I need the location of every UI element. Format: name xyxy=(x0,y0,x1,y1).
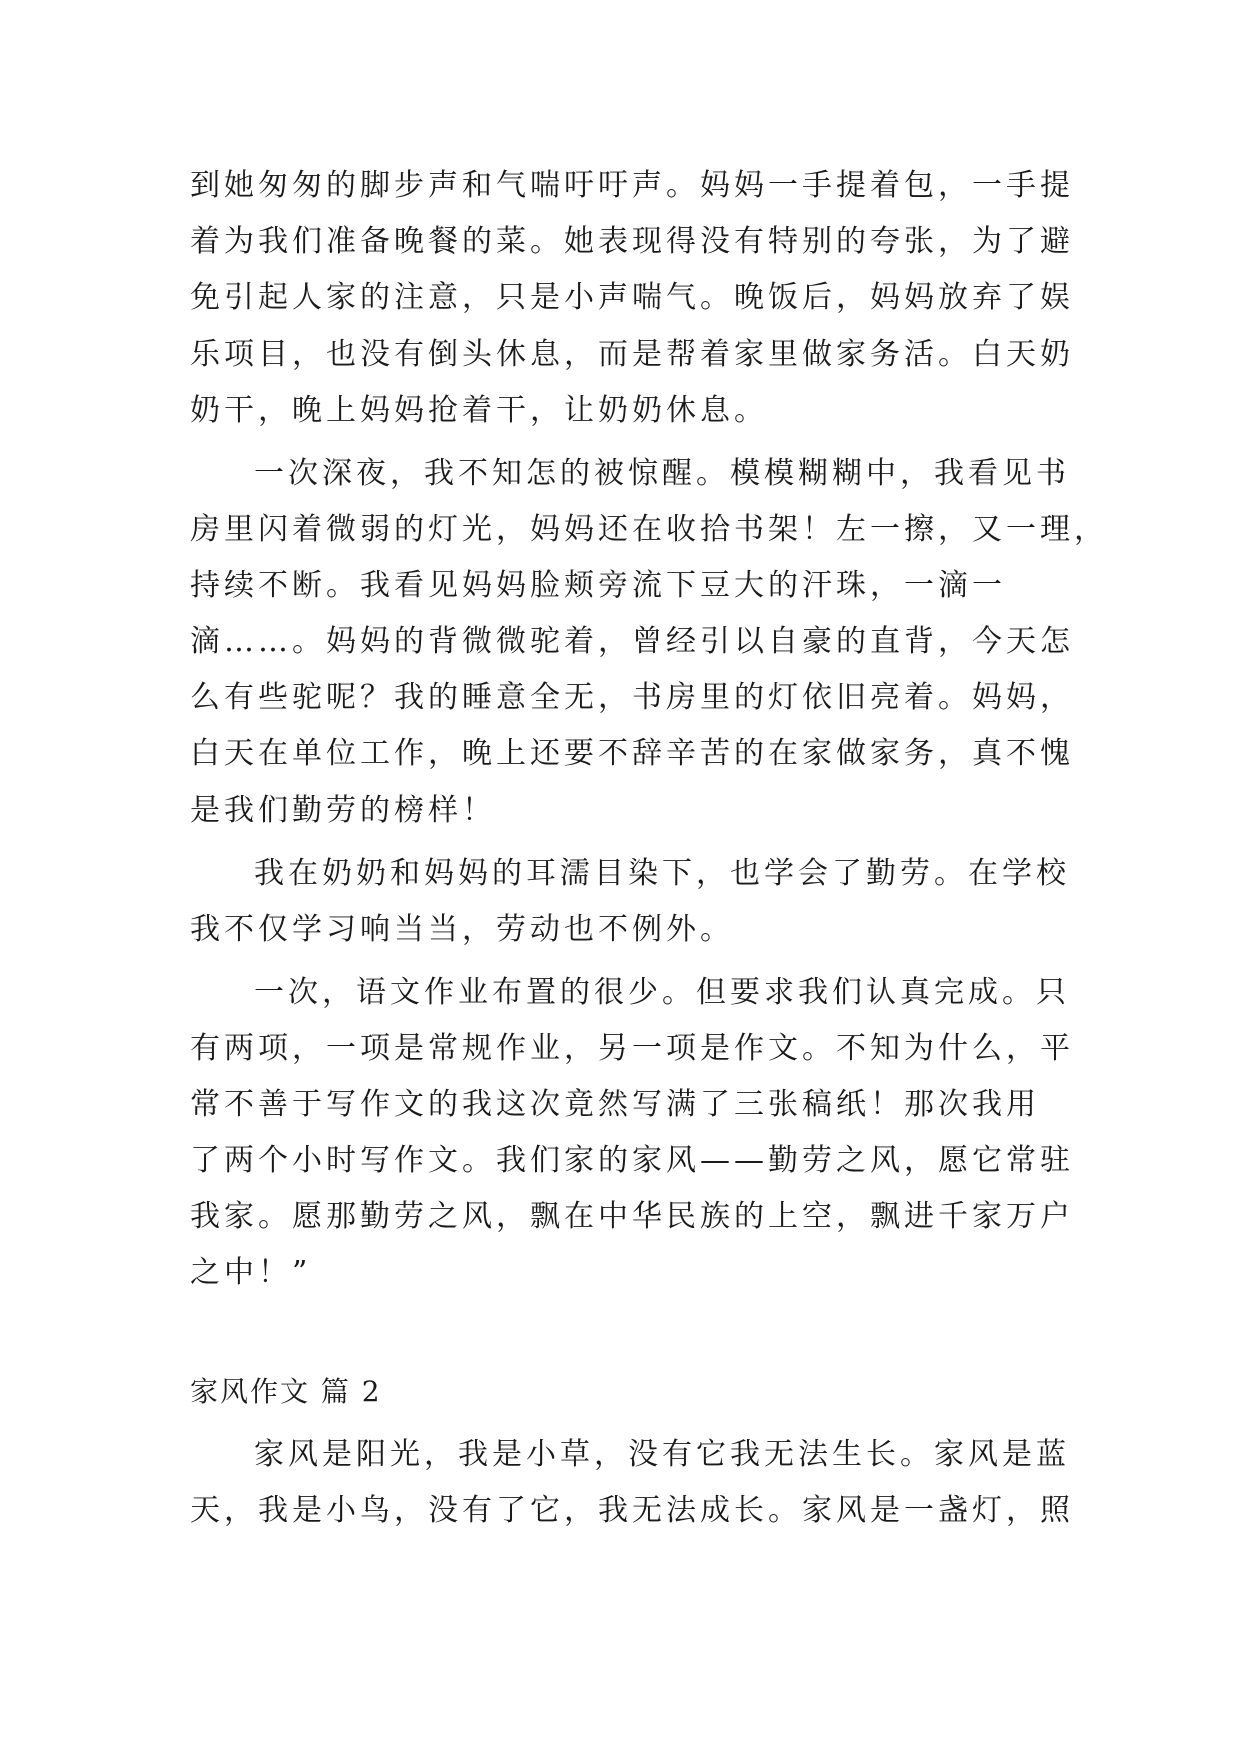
text-line: 有两项，一项是常规作业，另一项是作文。不知为什么，平 xyxy=(190,1031,1074,1066)
text-line: 白天在单位工作，晚上还要不辞辛苦的在家做家务，真不愧 xyxy=(190,736,1074,771)
text-line: 着为我们准备晚餐的菜。她表现得没有特别的夸张，为了避 xyxy=(190,224,1074,259)
text-line: 房里闪着微弱的灯光，妈妈还在收拾书架！左一擦，又一理， xyxy=(190,512,1108,547)
text-line: 滴……。妈妈的背微微驼着，曾经引以自豪的直背，今天怎 xyxy=(190,624,1074,659)
text-line: 天，我是小鸟，没有了它，我无法成长。家风是一盏灯，照 xyxy=(190,1493,1074,1528)
paragraph-first-line: 一次，语文作业布置的很少。但要求我们认真完成。只 xyxy=(254,975,1070,1010)
text-line: 免引起人家的注意，只是小声喘气。晚饭后，妈妈放弃了娱 xyxy=(190,280,1074,315)
text-line: 我不仅学习响当当，劳动也不例外。 xyxy=(190,912,734,947)
paragraph-first-line: 家风是阳光，我是小草，没有它我无法生长。家风是蓝 xyxy=(254,1437,1070,1472)
text-line: 奶干，晚上妈妈抢着干，让奶奶休息。 xyxy=(190,393,768,428)
section-heading: 家风作文 篇 2 xyxy=(190,1375,382,1408)
text-line: 我家。愿那勤劳之风，飘在中华民族的上空，飘进千家万户 xyxy=(190,1199,1074,1234)
text-line: 常不善于写作文的我这次竟然写满了三张稿纸！那次我用 xyxy=(190,1087,1040,1122)
text-line: 之中！” xyxy=(190,1255,312,1290)
text-line: 了两个小时写作文。我们家的家风——勤劳之风，愿它常驻 xyxy=(190,1143,1074,1178)
text-line: 到她匆匆的脚步声和气喘吁吁声。妈妈一手提着包，一手提 xyxy=(190,168,1074,203)
paragraph-first-line: 我在奶奶和妈妈的耳濡目染下，也学会了勤劳。在学校 xyxy=(254,856,1070,891)
text-line: 持续不断。我看见妈妈脸颊旁流下豆大的汗珠，一滴一 xyxy=(190,568,1006,603)
paragraph-first-line: 一次深夜，我不知怎的被惊醒。模模糊糊中，我看见书 xyxy=(254,456,1070,491)
text-line: 么有些驼呢？我的睡意全无，书房里的灯依旧亮着。妈妈， xyxy=(190,680,1074,715)
text-line: 是我们勤劳的榜样！ xyxy=(190,793,496,828)
text-line: 乐项目，也没有倒头休息，而是帮着家里做家务活。白天奶 xyxy=(190,337,1074,372)
